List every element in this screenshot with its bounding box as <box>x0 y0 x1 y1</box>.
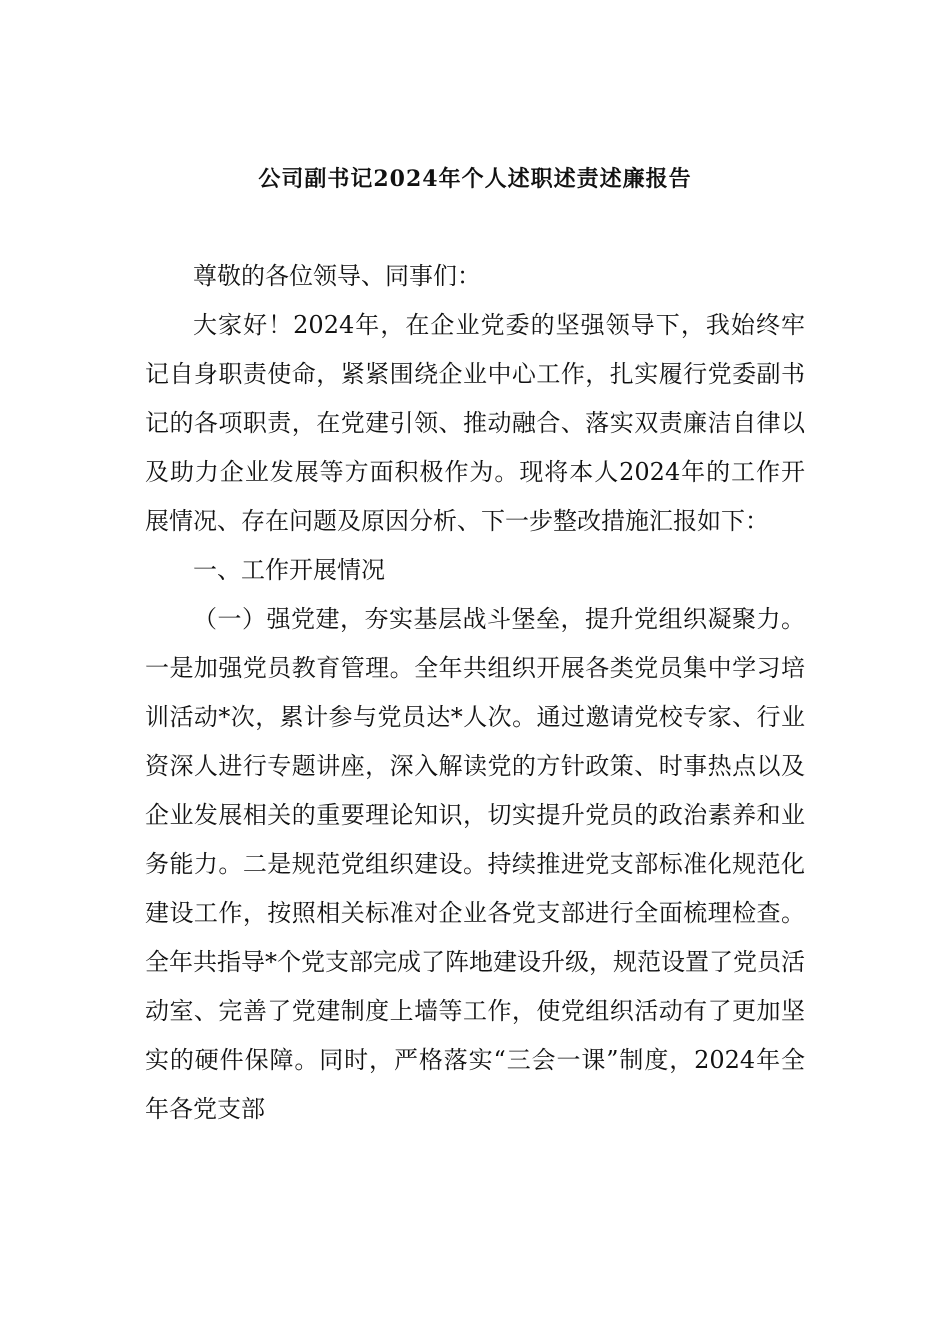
section-heading: 一、工作开展情况 <box>193 556 385 584</box>
salutation-paragraph: 尊敬的各位领导、同事们： <box>193 262 481 290</box>
document-body <box>145 252 805 1134</box>
intro-paragraph: 大家好！2024年，在企业党委的坚强领导下，我始终牢记自身职责使命，紧紧围绕企业中心工作，扎实履行党委副书记的各项职责，在党建引领、推动融合、落实双责廉洁自律以及助力企业发展等方面积极作为。现将本人2024年的工作开展情况、存在问题及原因分析、下一步整改措施汇报如下： <box>145 311 805 535</box>
document-title: 公司副书记2024年个人述职述责述廉报告 <box>258 166 692 192</box>
subsection-paragraph: （一）强党建，夯实基层战斗堡垒，提升党组织凝聚力。一是加强党员教育管理。全年共组织开展各类党员集中学习培训活动*次，累计参与党员达*人次。通过邀请党校专家、行业资深人进行专题讲座，深入解读党的方针政策、时事热点以及企业发展相关的重要理论知识，切实提升党员的政治素养和业务能力。二是规范党组织建设。持续推进党支部标准化规范化建设工作，按照相关标准对企业各党支部进行全面梳理检查。全年共指导*个党支部完成了阵地建设升级，规范设置了党员活动室、完善了党建制度上墙等工作，使党组织活动有了更加坚实的硬件保障。同时，严格落实“三会一课”制度，2024年全年各党支部 <box>145 605 805 1123</box>
